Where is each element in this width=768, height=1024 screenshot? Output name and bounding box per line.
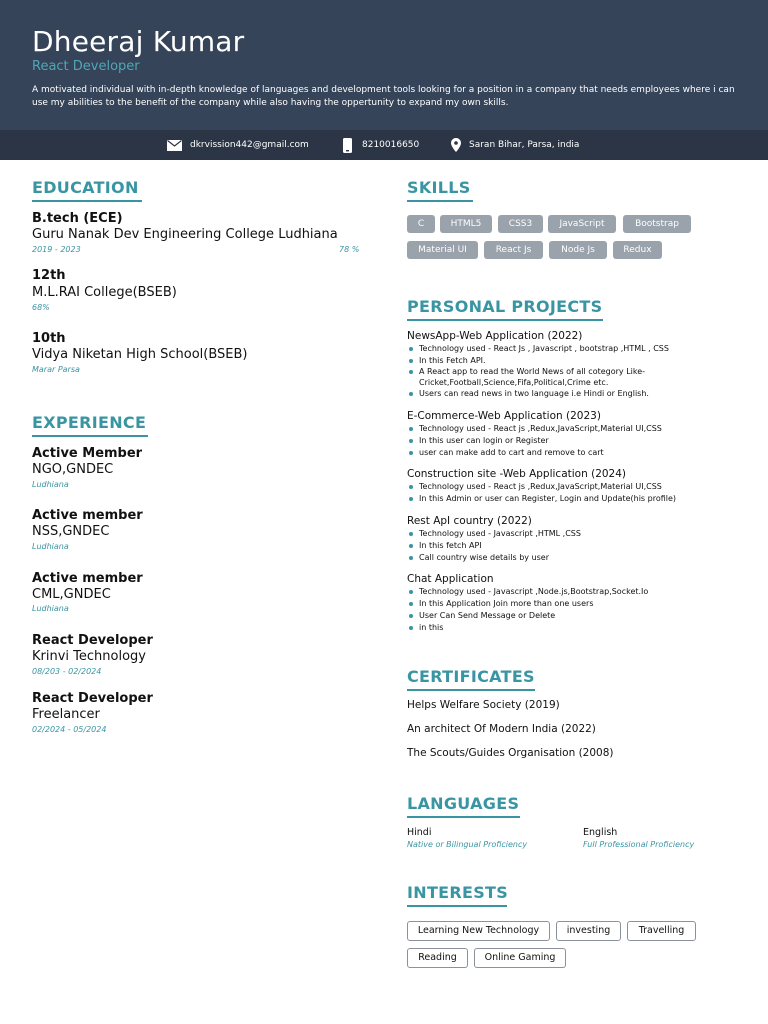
skills-heading-text: SKILLS bbox=[407, 178, 471, 197]
project-title: Construction site -Web Application (2024) bbox=[407, 468, 627, 480]
skill-tag: Redux bbox=[613, 241, 662, 259]
exp-org: NGO,GNDEC bbox=[32, 462, 114, 477]
exp-meta: Ludhiana bbox=[32, 604, 69, 613]
heading-underline bbox=[32, 200, 142, 202]
interest-tag: investing bbox=[556, 921, 621, 941]
exp-org: NSS,GNDEC bbox=[32, 524, 110, 539]
interest-tag: Learning New Technology bbox=[407, 921, 550, 941]
heading-underline bbox=[407, 905, 507, 907]
languages-heading-text: LANGUAGES bbox=[407, 794, 520, 813]
project-bullet: User Can Send Message or Delete bbox=[407, 611, 689, 622]
projects-heading-text: PERSONAL PROJECTS bbox=[407, 297, 603, 316]
project-bullet: in this bbox=[407, 623, 689, 634]
exp-role: Active Member bbox=[32, 446, 143, 461]
education-heading bbox=[32, 178, 139, 197]
heading-underline bbox=[407, 319, 603, 321]
exp-role: Active member bbox=[32, 508, 143, 523]
contact-phone[interactable] bbox=[343, 130, 419, 160]
skill-tag: Material UI bbox=[407, 241, 478, 259]
skill-tag: JavaScript bbox=[548, 215, 616, 233]
language-level: Native or Bilingual Proficiency bbox=[407, 840, 528, 849]
resume-header bbox=[0, 0, 768, 130]
candidate-role: React Developer bbox=[32, 59, 140, 74]
skill-tag: C bbox=[407, 215, 435, 233]
project-bullet: In this Admin or user can Register, Login and Update(his profile) bbox=[407, 494, 689, 505]
project-bullet: In this user can login or Register bbox=[407, 436, 689, 447]
interests-heading-text: INTERESTS bbox=[407, 883, 509, 902]
project-bullet: Technology used - React js ,Redux,JavaScript,Material UI,CSS bbox=[407, 424, 689, 435]
location-pin-icon bbox=[451, 138, 461, 152]
language-name: Hindi bbox=[407, 827, 432, 838]
project-bullet: In this Fetch API. bbox=[407, 356, 689, 367]
edu-dates: 68% bbox=[32, 303, 50, 312]
certificate-item: An architect Of Modern India (2022) bbox=[407, 723, 596, 735]
exp-org: Freelancer bbox=[32, 707, 100, 722]
experience-heading bbox=[32, 413, 146, 432]
project-bullet: Call country wise details by user bbox=[407, 553, 689, 564]
certificate-item: The Scouts/Guides Organisation (2008) bbox=[407, 747, 614, 759]
edu-dates: 2019 - 2023 bbox=[32, 245, 81, 254]
exp-org: CML,GNDEC bbox=[32, 587, 111, 602]
exp-role: Active member bbox=[32, 571, 143, 586]
heading-underline bbox=[407, 816, 520, 818]
exp-meta: 02/2024 - 05/2024 bbox=[32, 725, 107, 734]
email-text: dkrvission442@gmail.com bbox=[190, 140, 309, 150]
project-bullet: user can make add to cart and remove to cart bbox=[407, 448, 689, 459]
language-level: Full Professional Proficiency bbox=[583, 840, 695, 849]
project-bullet: Technology used - Javascript ,HTML ,CSS bbox=[407, 529, 689, 540]
languages-heading bbox=[407, 794, 519, 813]
exp-meta: Ludhiana bbox=[32, 542, 69, 551]
project-bullet: Technology used - React Js , Javascript , bootstrap ,HTML , CSS bbox=[407, 344, 689, 355]
summary-text: A motivated individual with in-depth knowledge of languages and development tools looking for a position in a company that needs employees where i can use my abilities to the benefit of the company while also having the oppertunity to expand my own skills. bbox=[32, 85, 735, 108]
interest-tag: Travelling bbox=[627, 921, 696, 941]
project-title: E-Commerce-Web Application (2023) bbox=[407, 410, 601, 422]
edu-school: Guru Nanak Dev Engineering College Ludhiana bbox=[32, 227, 338, 242]
heading-underline bbox=[407, 200, 473, 202]
contact-bar bbox=[0, 130, 768, 160]
edu-degree: B.tech (ECE) bbox=[32, 211, 123, 226]
phone-icon bbox=[343, 138, 352, 153]
phone-text: 8210016650 bbox=[362, 140, 420, 150]
interest-tag: Reading bbox=[407, 948, 468, 968]
project-bullet: A React app to read the World News of all cotegory Like-Cricket,Football,Science,Fifa,Political,Crime etc. bbox=[407, 367, 689, 388]
project-title: Rest ApI country (2022) bbox=[407, 515, 532, 527]
edu-degree: 12th bbox=[32, 268, 66, 283]
skill-tag: React Js bbox=[484, 241, 543, 259]
location-text: Saran Bihar, Parsa, india bbox=[469, 140, 580, 150]
project-bullet: In this fetch API bbox=[407, 541, 689, 552]
edu-score: 78 % bbox=[339, 245, 360, 254]
contact-email[interactable] bbox=[167, 130, 309, 160]
project-bullet: Technology used - Javascript ,Node.js,Bootstrap,Socket.Io bbox=[407, 587, 689, 598]
projects-heading bbox=[407, 297, 602, 316]
skill-tag: Bootstrap bbox=[623, 215, 691, 233]
edu-degree: 10th bbox=[32, 331, 66, 346]
certificates-heading bbox=[407, 667, 535, 686]
skills-heading bbox=[407, 178, 471, 197]
exp-role: React Developer bbox=[32, 633, 153, 648]
project-title: Chat Application bbox=[407, 573, 494, 585]
edu-school: Vidya Niketan High School(BSEB) bbox=[32, 347, 248, 362]
edu-school: M.L.RAI College(BSEB) bbox=[32, 285, 177, 300]
certificate-item: Helps Welfare Society (2019) bbox=[407, 699, 560, 711]
skill-tag: HTML5 bbox=[440, 215, 492, 233]
project-title: NewsApp-Web Application (2022) bbox=[407, 330, 583, 342]
interest-tag: Online Gaming bbox=[474, 948, 566, 968]
language-name: English bbox=[583, 827, 618, 838]
mail-icon bbox=[167, 140, 182, 151]
exp-org: Krinvi Technology bbox=[32, 649, 146, 664]
heading-underline bbox=[32, 435, 148, 437]
exp-role: React Developer bbox=[32, 691, 153, 706]
certificates-heading-text: CERTIFICATES bbox=[407, 667, 535, 686]
skill-tag: CSS3 bbox=[498, 215, 543, 233]
candidate-name: Dheeraj Kumar bbox=[32, 25, 245, 58]
education-heading-text: EDUCATION bbox=[32, 178, 139, 197]
interests-heading bbox=[407, 883, 508, 902]
contact-location bbox=[451, 130, 579, 160]
edu-dates: Marar Parsa bbox=[32, 365, 80, 374]
project-bullet: In this Application Join more than one users bbox=[407, 599, 689, 610]
project-bullet: Users can read news in two language i.e Hindi or English. bbox=[407, 389, 689, 400]
experience-heading-text: EXPERIENCE bbox=[32, 413, 147, 432]
exp-meta: Ludhiana bbox=[32, 480, 69, 489]
project-bullet: Technology used - React js ,Redux,JavaScript,Material UI,CSS bbox=[407, 482, 689, 493]
skill-tag: Node Js bbox=[549, 241, 607, 259]
exp-meta: 08/203 - 02/2024 bbox=[32, 667, 102, 676]
heading-underline bbox=[407, 689, 535, 691]
